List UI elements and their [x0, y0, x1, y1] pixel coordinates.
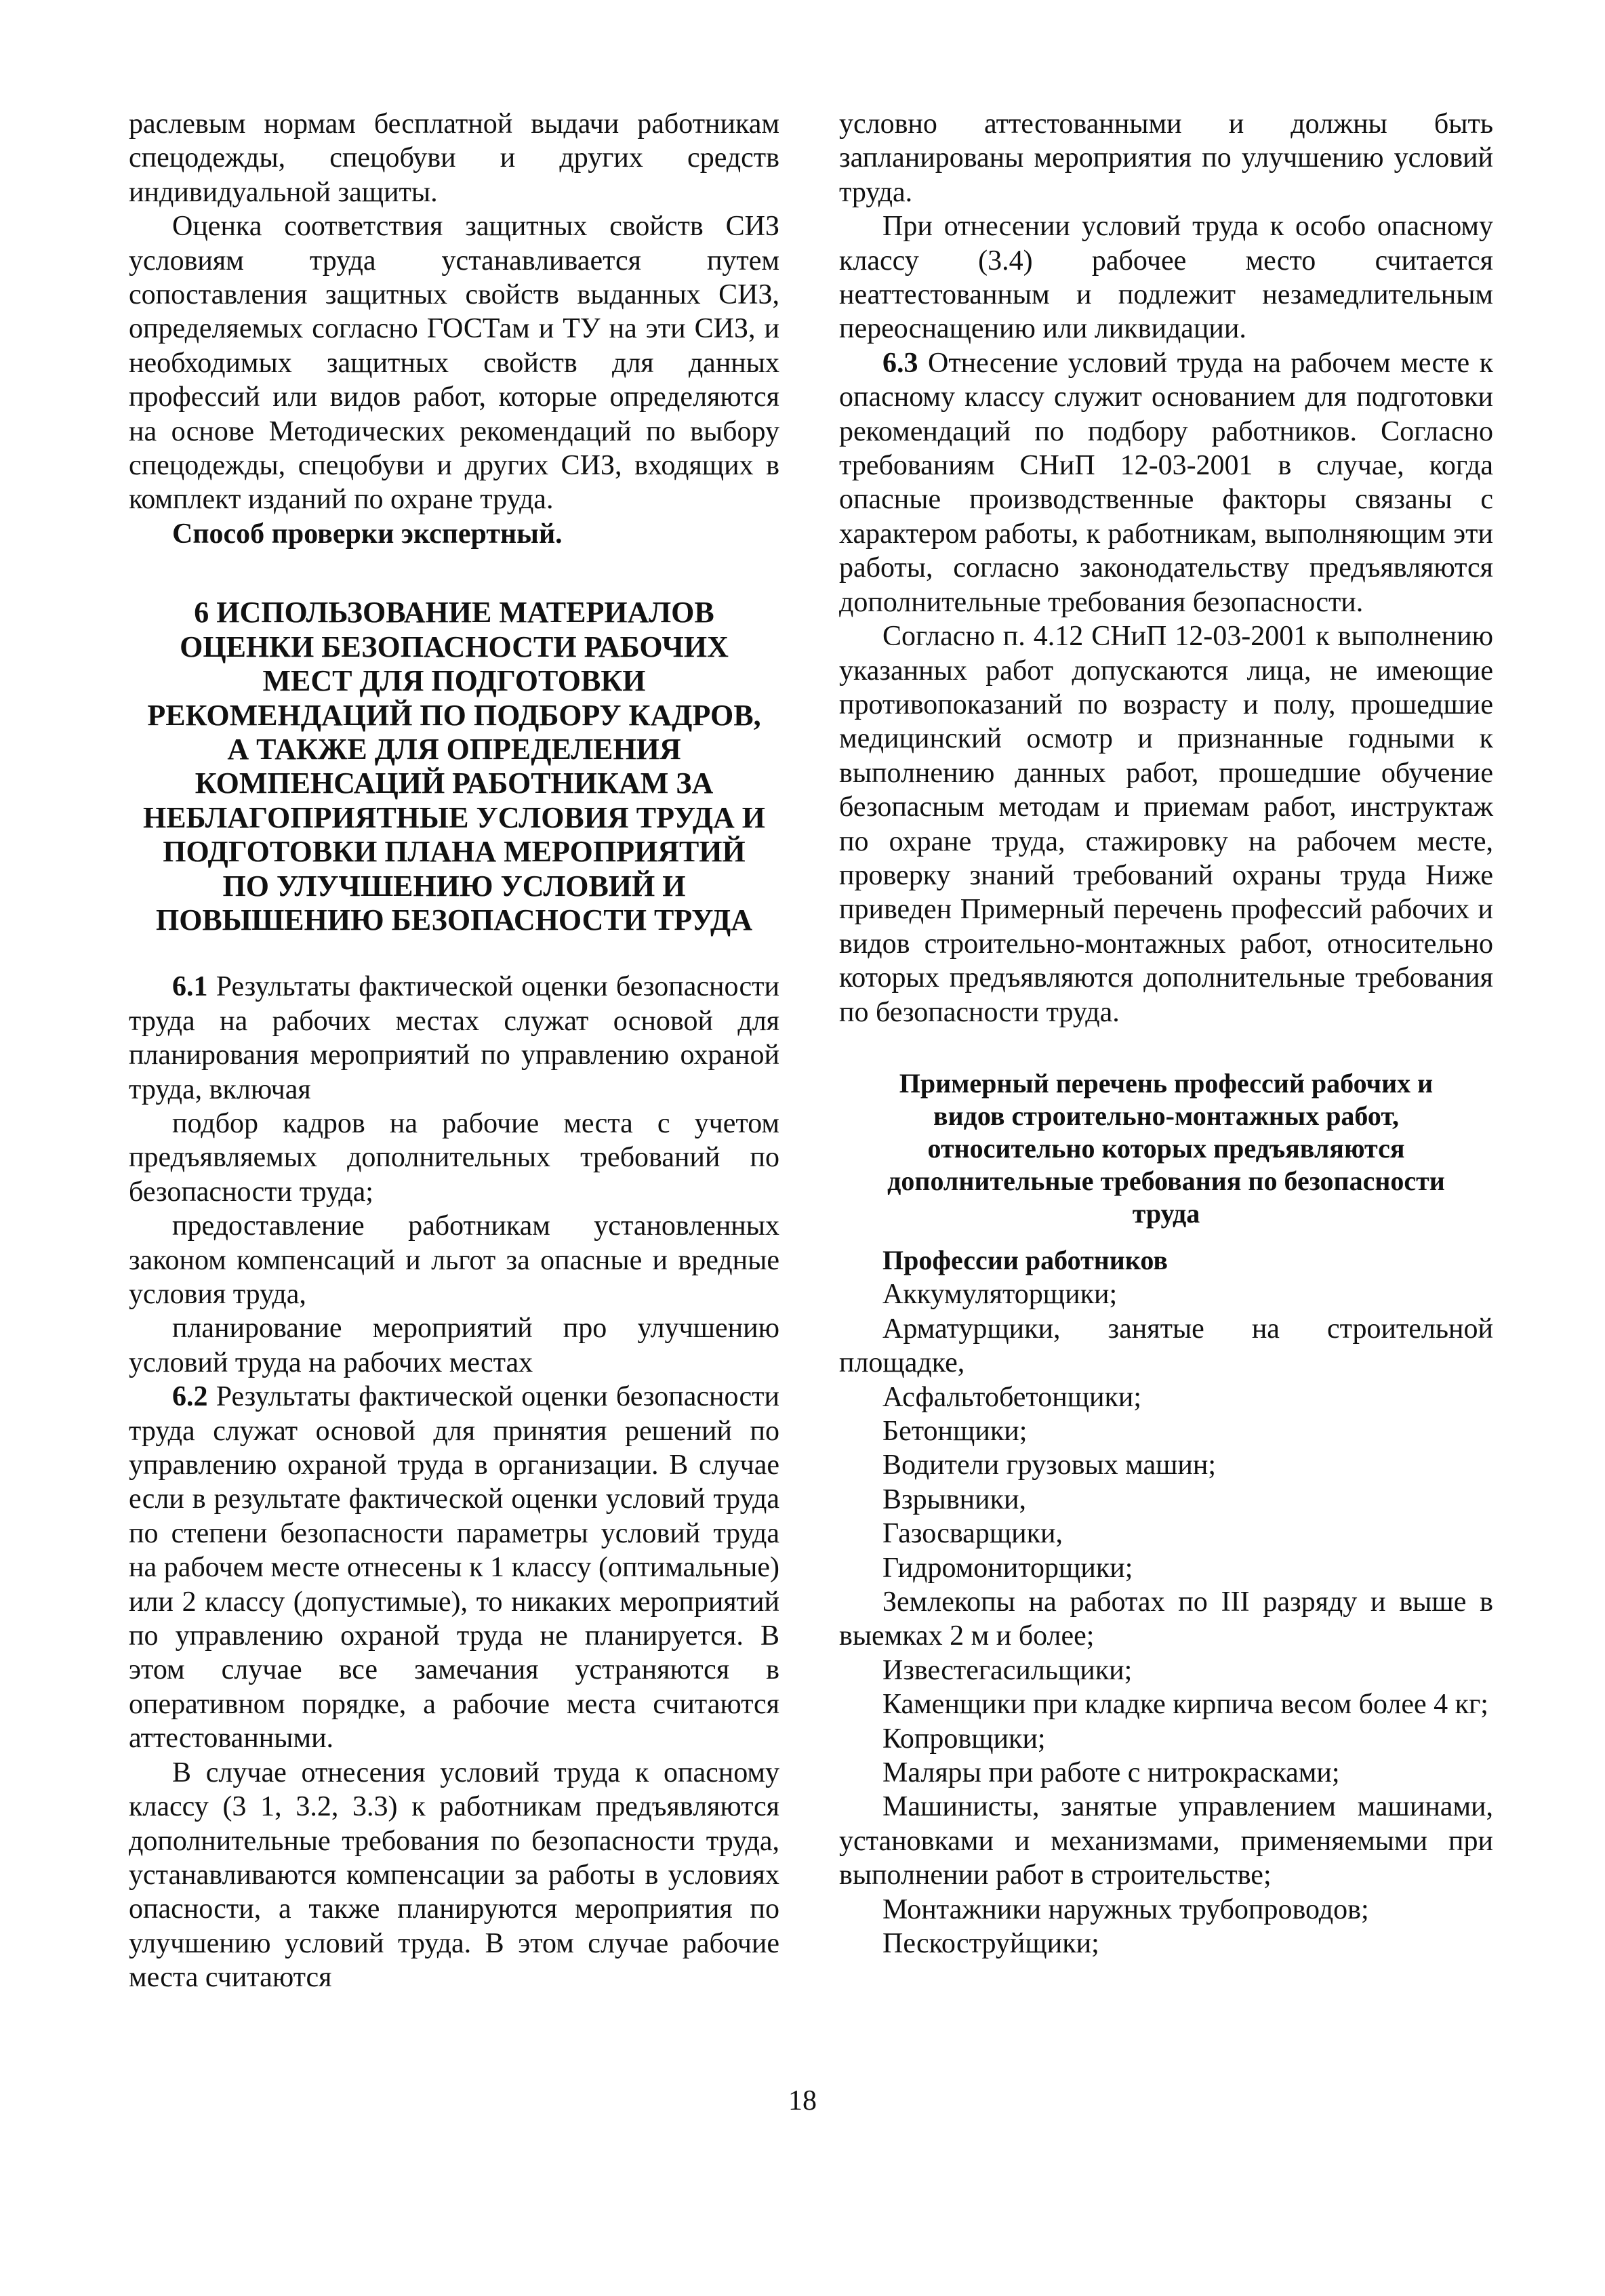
profession-item: Асфальтобетонщики;: [882, 1381, 1142, 1413]
clause-6-1: [129, 970, 779, 1107]
profession-item: Арматурщики, занятые на строительной площадке,: [839, 1313, 1493, 1379]
clause-text: Результаты фактической оценки безопасности труда служат основой для принятия решений по управлению охраной труда в организации. В случае если в результате фактической оценки условий труда по степени безопасности параметры условий труда на рабочем месте отнесены к 1 классу (оптимальные) или 2 классу (допустимые), то никаких мероприятий по управлению охраной труда не планируется. В этом случае все замечания устраняются в оперативном порядке, а рабочие места считаются аттестованными.: [129, 1381, 779, 1755]
left-column: [129, 107, 779, 1995]
profession-item: Маляры при работе с нитрокрасками;: [882, 1757, 1340, 1789]
profession-item: Копровщики;: [882, 1723, 1046, 1755]
profession-item: Водители грузовых машин;: [882, 1450, 1217, 1481]
clause-number: 6.2: [172, 1381, 208, 1413]
professions-subheading: Профессии работников: [882, 1244, 1168, 1275]
verification-method: Способ проверки экспертный.: [172, 518, 563, 550]
profession-item: Газосварщики,: [882, 1518, 1063, 1550]
clause-number: 6.1: [172, 971, 208, 1003]
clause-6-1-item: предоставление работникам установленных законом компенсаций и льгот за опасные и вредные условия труда,: [129, 1210, 779, 1310]
section-6-title: 6 ИСПОЛЬЗОВАНИЕ МАТЕРИАЛОВ ОЦЕНКИ БЕЗОПАСНОСТИ РАБОЧИХ МЕСТ ДЛЯ ПОДГОТОВКИ РЕКОМЕНДАЦИЙ ПО ПОДБОРУ КАДРОВ, А ТАКЖЕ ДЛЯ ОПРЕДЕЛЕНИЯ КОМПЕНСАЦИЙ РАБОТНИКАМ ЗА НЕБЛАГОПРИЯТНЫЕ УСЛОВИЯ ТРУДА И ПОДГОТОВКИ ПЛАНА МЕРОПРИЯТИЙ ПО УЛУЧШЕНИЮ УСЛОВИЙ И ПОВЫШЕНИЮ БЕЗОПАСНОСТИ ТРУДА: [142, 596, 766, 937]
professions-list: [839, 1277, 1493, 1961]
paragraph-siz-assessment: Оценка соответствия защитных свойств СИЗ условиям труда устанавливается путем сопоставления защитных свойств выданных СИЗ, определяемых согласно ГОСТам и ТУ на эти СИЗ, и необходимых защитных свойств для данных профессий или видов работ, которые определяются на основе Методических рекомендаций по выбору спецодежды, спецобуви и других СИЗ, входящих в комплект изданий по охране труда.: [129, 211, 779, 516]
clause-6-2: [129, 1380, 779, 1755]
clause-6-1-item: планирование мероприятий про улучшению условий труда на рабочих местах: [129, 1313, 779, 1378]
profession-item: Землекопы на работах по III разряду и выше в выемках 2 м и более;: [839, 1586, 1493, 1652]
right-column: [839, 107, 1493, 1961]
profession-item: Взрывники,: [882, 1483, 1026, 1515]
profession-item: Монтажники наружных трубопроводов;: [882, 1893, 1369, 1925]
profession-item: Известегасильщики;: [882, 1654, 1133, 1686]
profession-item: Каменщики при кладке кирпича весом более 4 кг;: [882, 1689, 1488, 1721]
clause-number: 6.3: [882, 347, 918, 379]
paragraph-snip-4-12: Согласно п. 4.12 СНиП 12-03-2001 к выполнению указанных работ допускаются лица, не имеющие противопоказаний по возрасту и полу, прошедшие медицинский осмотр и признанные годными к выполнению данных работ, прошедшие обучение безопасным методам и приемам работ, инструктаж по охране труда, стажировку на рабочем месте, проверку знаний требований охраны труда Ниже приведен Примерный перечень профессий рабочих и видов строительно-монтажных работ, относительно которых предъявляются дополнительные требования по безопасности труда.: [839, 621, 1493, 1028]
profession-item: Бетонщики;: [882, 1416, 1028, 1447]
profession-item: Аккумуляторщики;: [882, 1279, 1118, 1311]
clause-text: Результаты фактической оценки безопасности труда на рабочих местах служат основой для планирования мероприятий по управлению охраной труда, включая: [129, 971, 779, 1105]
clause-6-3: [839, 346, 1493, 619]
professions-list-title: Примерный перечень профессий рабочих и видов строительно-монтажных работ, относительно которых предъявляются дополнительные требования по безопасности труда: [887, 1067, 1445, 1229]
paragraph-continuation: условно аттестованными и должны быть запланированы мероприятия по улучшению условий труда.: [839, 108, 1493, 208]
page-number: 18: [788, 2085, 817, 2116]
clause-text: Отнесение условий труда на рабочем месте к опасному классу служит основанием для подготовки рекомендаций по подбору работников. Согласно требованиям СНиП 12-03-2001 в случае, когда опасные производственные факторы связаны с характером работы, к работникам, выполняющим эти работы, согласно законодательству предъявляются дополнительные требования безопасности.: [839, 347, 1493, 618]
clause-6-1-item: подбор кадров на рабочие места с учетом предъявляемых дополнительных требований по безопасности труда;: [129, 1107, 779, 1208]
paragraph-special-hazard: При отнесении условий труда к особо опасному классу (3.4) рабочее место считается неаттестованным и подлежит незамедлительным переоснащению или ликвидации.: [839, 211, 1493, 345]
paragraph-continuation: раслевым нормам бесплатной выдачи работникам спецодежды, спецобуви и других средств индивидуальной защиты.: [129, 108, 779, 208]
profession-item: Гидромониторщики;: [882, 1552, 1133, 1584]
profession-item: Пескоструйщики;: [882, 1928, 1099, 1960]
profession-item: Машинисты, занятые управлением машинами, установками и механизмами, применяемыми при выполнении работ в строительстве;: [839, 1791, 1493, 1891]
paragraph-hazard-class: В случае отнесения условий труда к опасному классу (3 1, 3.2, 3.3) к работникам предъявляются дополнительные требования по безопасности труда, устанавливаются компенсации за работы в условиях опасности, а также планируются мероприятия по улучшению условий труда. В этом случае рабочие места считаются: [129, 1757, 779, 1994]
